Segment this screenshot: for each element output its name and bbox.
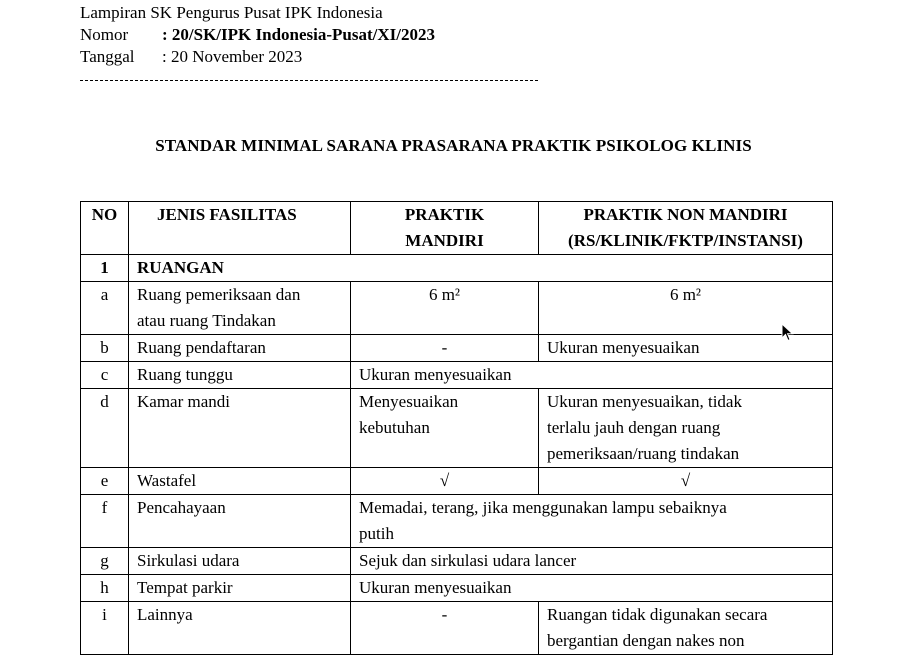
row-no: g: [81, 548, 129, 575]
table-row: [81, 602, 833, 655]
header-non-mandiri-line2: (RS/KLINIK/FKTP/INSTANSI): [568, 231, 803, 250]
table-row: [81, 389, 833, 468]
row-merged-value: Sejuk dan sirkulasi udara lancer: [351, 548, 833, 575]
checkmark-mandiri: √: [351, 468, 539, 495]
row-mandiri: -: [351, 602, 539, 655]
section-label: RUANGAN: [129, 255, 833, 282]
checkmark-non-mandiri: √: [539, 468, 833, 495]
row-merged-line2: putih: [359, 524, 394, 543]
row-merged-value: Ukuran menyesuaikan: [351, 575, 833, 602]
row-jenis: Sirkulasi udara: [129, 548, 351, 575]
nomor-label: Nomor: [80, 25, 129, 44]
row-non-mandiri: 6 m²: [539, 282, 833, 335]
header-no: NO: [81, 202, 129, 255]
row-jenis: Wastafel: [129, 468, 351, 495]
header-jenis: JENIS FASILITAS: [129, 202, 351, 255]
header-tanggal: [80, 46, 435, 68]
row-jenis: Ruang tunggu: [129, 362, 351, 389]
header-line-1: Lampiran SK Pengurus Pusat IPK Indonesia: [80, 3, 383, 22]
nomor-value: : 20/SK/IPK Indonesia-Pusat/XI/2023: [162, 25, 435, 44]
table-row: [81, 282, 833, 335]
row-no: i: [81, 602, 129, 655]
header-mandiri-line2: MANDIRI: [405, 231, 484, 250]
table-row: [81, 362, 833, 389]
row-non-mandiri-line2: bergantian dengan nakes non: [547, 631, 745, 650]
table-row: [81, 335, 833, 362]
row-mandiri: 6 m²: [351, 282, 539, 335]
row-no: c: [81, 362, 129, 389]
row-no: f: [81, 495, 129, 548]
row-jenis-line1: Ruang pemeriksaan dan: [137, 285, 301, 304]
tanggal-label: Tanggal: [80, 47, 135, 66]
row-non-mandiri: Ukuran menyesuaikan: [539, 335, 833, 362]
table-row: [81, 548, 833, 575]
row-no: b: [81, 335, 129, 362]
table-row: [81, 468, 833, 495]
row-no: h: [81, 575, 129, 602]
row-mandiri: -: [351, 335, 539, 362]
row-jenis: [129, 282, 351, 335]
section-row: [81, 255, 833, 282]
row-mandiri: [351, 389, 539, 468]
header-mandiri-line1: PRAKTIK: [404, 205, 485, 224]
row-non-mandiri: [539, 389, 833, 468]
row-merged-line1: Memadai, terang, jika menggunakan lampu sebaiknya: [359, 498, 727, 517]
row-non-mandiri-line3: pemeriksaan/ruang tindakan: [547, 444, 740, 463]
facility-table: [80, 201, 833, 655]
row-jenis: Pencahayaan: [129, 495, 351, 548]
table-row: [81, 575, 833, 602]
row-jenis: Kamar mandi: [129, 389, 351, 468]
header-nomor: [80, 24, 435, 46]
table-row: [81, 495, 833, 548]
dashed-divider: [80, 80, 538, 81]
row-no: a: [81, 282, 129, 335]
table-header-row: [81, 202, 833, 255]
row-jenis: Tempat parkir: [129, 575, 351, 602]
row-merged-value: [351, 495, 833, 548]
row-merged-value: Ukuran menyesuaikan: [351, 362, 833, 389]
row-no: e: [81, 468, 129, 495]
row-non-mandiri-line1: Ruangan tidak digunakan secara: [547, 605, 768, 624]
section-no: 1: [81, 255, 129, 282]
header-mandiri: [351, 202, 539, 255]
mouse-cursor-icon: [781, 323, 795, 343]
header-non-mandiri: [539, 202, 833, 255]
row-non-mandiri-line2: terlalu jauh dengan ruang: [547, 418, 721, 437]
row-mandiri-line2: kebutuhan: [359, 418, 430, 437]
row-mandiri-line1: Menyesuaikan: [359, 392, 459, 411]
row-jenis: Ruang pendaftaran: [129, 335, 351, 362]
document-header: [80, 2, 435, 68]
row-jenis: Lainnya: [129, 602, 351, 655]
row-non-mandiri-line1: Ukuran menyesuaikan, tidak: [547, 392, 742, 411]
row-no: d: [81, 389, 129, 468]
row-non-mandiri: [539, 602, 833, 655]
tanggal-value: : 20 November 2023: [162, 47, 303, 66]
header-non-mandiri-line1: PRAKTIK NON MANDIRI: [583, 205, 788, 224]
row-jenis-line2: atau ruang Tindakan: [137, 311, 276, 330]
page-title: STANDAR MINIMAL SARANA PRASARANA PRAKTIK PSIKOLOG KLINIS: [155, 136, 752, 155]
